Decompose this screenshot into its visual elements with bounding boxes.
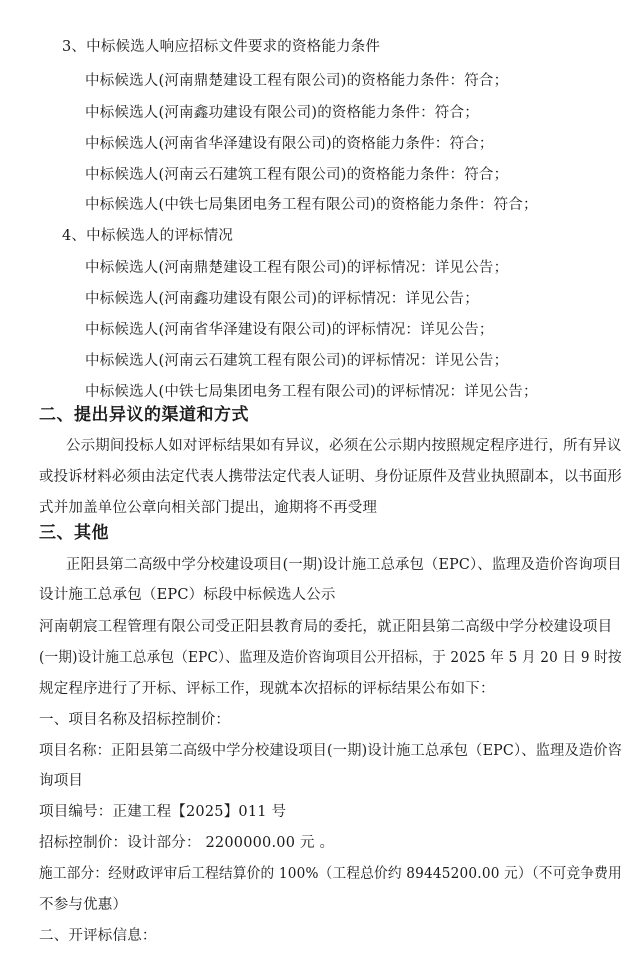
- announcement-title-line: 设计施工总承包（EPC）标段中标候选人公示: [39, 587, 336, 603]
- s4-item: 中标候选人(河南省华泽建设有限公司)的评标情况：详见公告；: [85, 322, 494, 338]
- s4-item: 中标候选人(中铁七局集团电务工程有限公司)的评标情况：详见公告；: [85, 384, 538, 400]
- intro-line: 规定程序进行了开标、评标工作，现就本次招标的评标结果公布如下：: [39, 681, 495, 697]
- s3-item: 中标候选人(中铁七局集团电务工程有限公司)的资格能力条件：符合；: [85, 197, 538, 213]
- objection-line: 式并加盖单位公章向相关部门提出，逾期将不再受理: [39, 500, 378, 516]
- project-name-line: 询项目: [39, 773, 84, 789]
- intro-line: (一期)设计施工总承包（EPC）、监理及造价咨询项目公开招标，于 2025 年 5 月 20 日 9 时按: [39, 650, 622, 666]
- construction-line: 施工部分：经财政评审后工程结算价的 100%（工程总价约 89445200.00 元）（不可竞争费用: [39, 866, 622, 882]
- objection-line: 或投诉材料必须由法定代表人携带法定代表人证明、身份证原件及营业执照副本，以书面形: [39, 469, 623, 485]
- s3-item: 中标候选人(河南鑫功建设有限公司)的资格能力条件：符合；: [85, 105, 479, 121]
- objection-heading: 二、提出异议的渠道和方式: [39, 405, 249, 425]
- s3-item: 中标候选人(河南云石建筑工程有限公司)的资格能力条件：符合；: [85, 167, 509, 183]
- s4-item: 中标候选人(河南鑫功建设有限公司)的评标情况：详见公告；: [85, 291, 479, 307]
- s3-item: 中标候选人(河南省华泽建设有限公司)的资格能力条件：符合；: [85, 136, 494, 152]
- objection-line: 公示期间投标人如对评标结果如有异议，必须在公示期内按照规定程序进行，所有异议: [66, 438, 622, 454]
- s3-item: 中标候选人(河南鼎楚建设工程有限公司)的资格能力条件：符合；: [85, 73, 509, 89]
- project-code: 项目编号：正建工程【2025】011 号: [39, 804, 287, 820]
- other-heading: 三、其他: [39, 523, 109, 543]
- s4-item: 中标候选人(河南云石建筑工程有限公司)的评标情况：详见公告；: [85, 353, 509, 369]
- project-name-line: 项目名称：正阳县第二高级中学分校建设项目(一期)设计施工总承包（EPC）、监理及造价咨: [39, 743, 623, 759]
- control-price: 招标控制价：设计部分： 2200000.00 元 。: [39, 835, 335, 851]
- s4-item: 中标候选人(河南鼎楚建设工程有限公司)的评标情况：详见公告；: [85, 260, 509, 276]
- s4-heading: 4、中标候选人的评标情况: [62, 228, 234, 244]
- sub-heading-project: 一、项目名称及招标控制价：: [39, 712, 231, 728]
- intro-line: 河南朝宸工程管理有限公司受正阳县教育局的委托，就正阳县第二高级中学分校建设项目: [39, 619, 613, 635]
- announcement-title-line: 正阳县第二高级中学分校建设项目(一期)设计施工总承包（EPC）、监理及造价咨询项目: [66, 557, 622, 573]
- construction-line: 不参与优惠）: [39, 897, 128, 913]
- sub-heading-bid-opening: 二、开评标信息：: [39, 928, 157, 944]
- s3-heading: 3、中标候选人响应招标文件要求的资格能力条件: [62, 39, 381, 55]
